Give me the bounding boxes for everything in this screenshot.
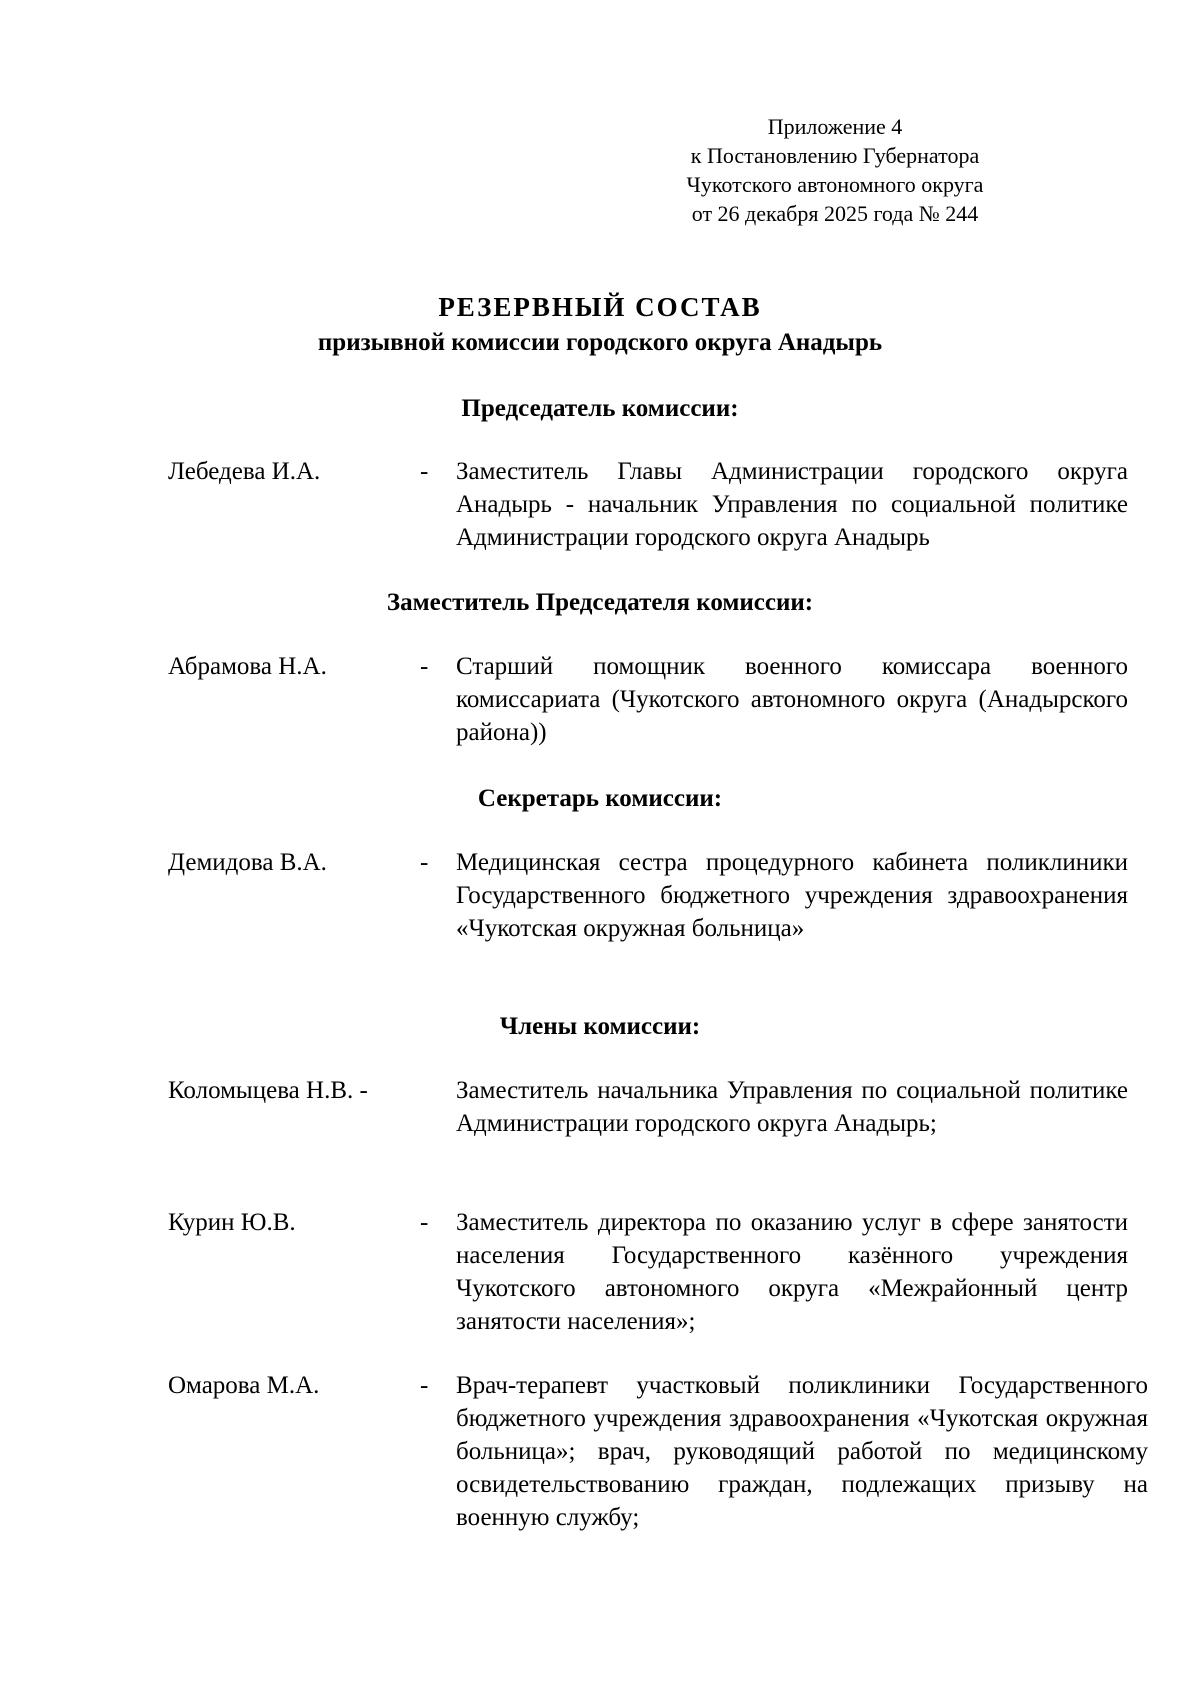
entry-description: Медицинская сестра процедурного кабинета поликлиники Государственного бюджетного учреждения здравоохранения «Чукотская окружная больница» bbox=[456, 849, 1128, 942]
entry-description: Заместитель директора по оказанию услуг в сфере занятости населения Государственного казённого учреждения Чукотского автономного округа «Межрайонный центр занятости населения»; bbox=[456, 1209, 1128, 1335]
entry-name: Коломыцева Н.В. - bbox=[168, 1077, 368, 1104]
section-heading-chairman: Председатель комиссии: bbox=[461, 395, 739, 422]
document-title: РЕЗЕРВНЫЙ СОСТАВ bbox=[438, 292, 762, 322]
entry-dash: - bbox=[420, 458, 429, 485]
document-subtitle: призывной комиссии городского округа Анадырь bbox=[317, 329, 883, 356]
entry-dash: - bbox=[420, 1372, 429, 1399]
appendix-line-1: Приложение 4 bbox=[767, 114, 903, 139]
entry-name: Лебедева И.А. bbox=[168, 458, 321, 485]
entry-name: Абрамова Н.А. bbox=[168, 653, 327, 680]
appendix-header bbox=[660, 112, 1010, 228]
entry-name: Демидова В.А. bbox=[168, 849, 327, 876]
entry-dash: - bbox=[420, 653, 429, 680]
entry-description: Заместитель Главы Администрации городского округа Анадырь - начальник Управления по социальной политике Администрации городского округа Анадырь bbox=[456, 458, 1128, 551]
entry-description: Заместитель начальника Управления по социальной политике Администрации городского округа Анадырь; bbox=[456, 1077, 1128, 1137]
appendix-line-2: к Постановлению Губернатора bbox=[690, 143, 980, 168]
section-heading-deputy: Заместитель Председателя комиссии: bbox=[386, 589, 814, 616]
entry-description: Врач-терапевт участковый поликлиники Государственного бюджетного учреждения здравоохранения «Чукотская окружная больница»; врач, руководящий работой по медицинскому освидетельствованию граждан, подлежащих призыву на военную службу; bbox=[456, 1372, 1148, 1531]
entry-description: Старший помощник военного комиссара военного комиссариата (Чукотского автономного округа (Анадырского района)) bbox=[456, 653, 1128, 746]
entry-dash: - bbox=[420, 1209, 429, 1236]
appendix-line-4: от 26 декабря 2025 года № 244 bbox=[691, 201, 979, 226]
entry-dash: - bbox=[420, 849, 429, 876]
entry-name: Омарова М.А. bbox=[168, 1372, 320, 1399]
appendix-line-3: Чукотского автономного округа bbox=[686, 172, 984, 197]
section-heading-secretary: Секретарь комиссии: bbox=[477, 785, 723, 812]
section-heading-members: Члены комиссии: bbox=[499, 1013, 701, 1040]
entry-name: Курин Ю.В. bbox=[168, 1209, 296, 1236]
